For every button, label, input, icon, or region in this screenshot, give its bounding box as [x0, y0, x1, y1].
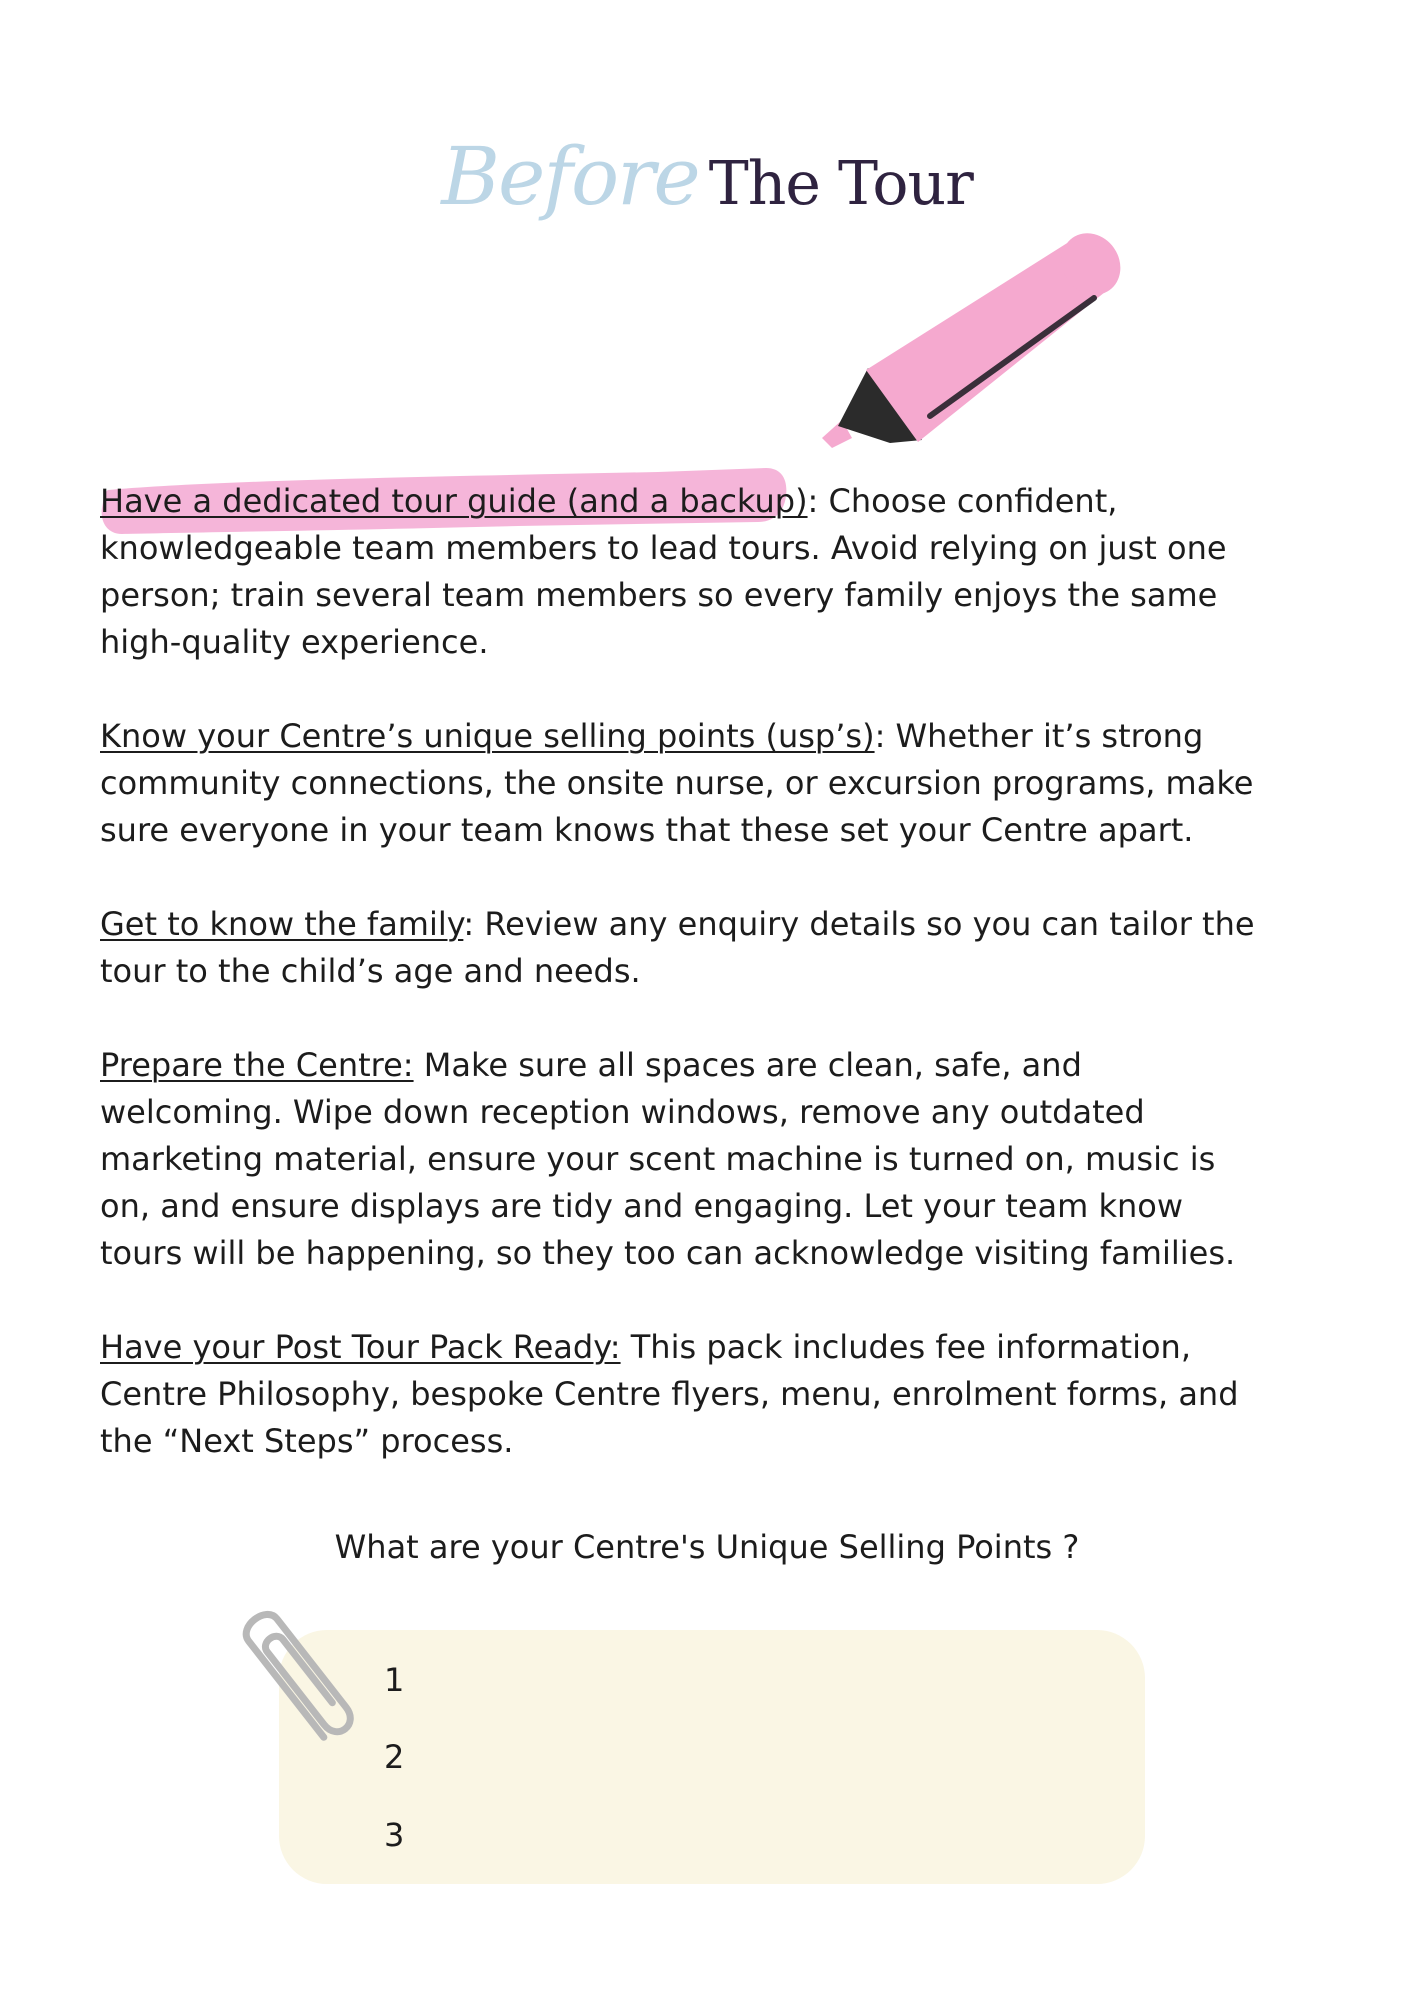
answer-line-3[interactable]: 3 — [384, 1816, 405, 1854]
title-script-word: Before — [441, 130, 699, 223]
tip-heading: Know your Centre’s unique selling points (usp’s) — [100, 717, 875, 755]
tip-text: This pack includes fee information, Centre Philosophy, bespoke Centre flyers, menu, enrolment forms, and the “Next Steps” process. — [100, 1328, 1239, 1460]
tips-list — [100, 478, 1260, 1512]
answer-line-2[interactable]: 2 — [384, 1738, 405, 1776]
tip-text: : Choose confident, knowledgeable team members to lead tours. Avoid relying on just one person; train several team members so every family enjoys the same high-quality experience. — [100, 482, 1227, 661]
usp-answer-box — [279, 1630, 1145, 1884]
tip-post-tour-pack — [100, 1324, 1260, 1465]
tip-usps — [100, 713, 1260, 854]
tip-heading: Have your Post Tour Pack Ready: — [100, 1328, 621, 1366]
highlighter-pen-icon — [810, 230, 1130, 460]
title-main-words: The Tour — [708, 149, 973, 219]
tip-text: : Whether it’s strong community connections, the onsite nurse, or excursion programs, make sure everyone in your team knows that these set your Centre apart. — [100, 717, 1254, 849]
tip-text: : Review any enquiry details so you can tailor the tour to the child’s age and needs. — [100, 905, 1255, 990]
tip-text: Make sure all spaces are clean, safe, and welcoming. Wipe down reception windows, remove any outdated marketing material, ensure your scent machine is turned on, music is on, and ensure displays are tidy and engaging. Let your team know tours will be happening, so they too can acknowledge visiting families. — [100, 1046, 1236, 1272]
paperclip-icon — [228, 1590, 368, 1760]
page-title — [0, 130, 1414, 223]
tip-heading: Prepare the Centre: — [100, 1046, 414, 1084]
tip-know-family — [100, 901, 1260, 995]
tip-heading: Have a dedicated tour guide (and a backup) — [100, 482, 808, 520]
tip-prepare-centre — [100, 1042, 1260, 1277]
tip-heading: Get to know the family — [100, 905, 464, 943]
usp-question: What are your Centre's Unique Selling Points ? — [334, 1528, 1080, 1566]
answer-line-1[interactable]: 1 — [384, 1661, 405, 1699]
tip-tour-guide — [100, 478, 1260, 666]
